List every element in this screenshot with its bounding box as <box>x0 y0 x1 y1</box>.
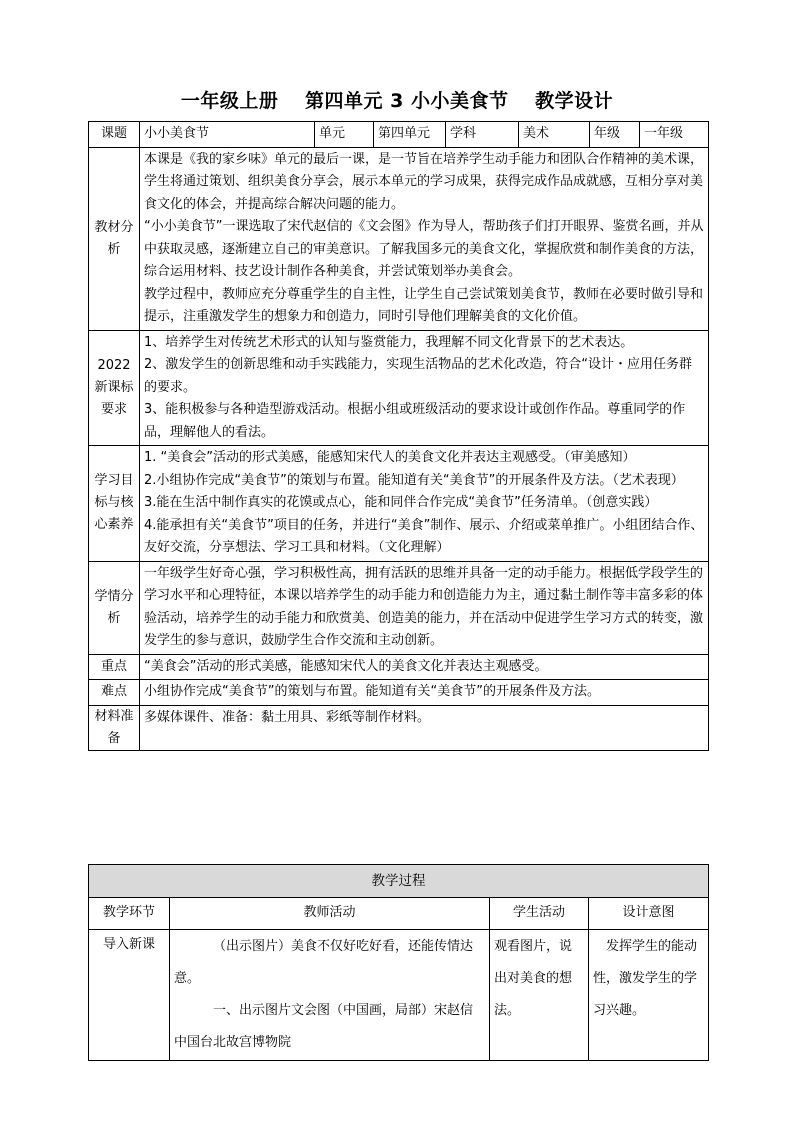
curriculum-p1: 1、培养学生对传统艺术形式的认知与鉴赏能力，我理解不同文化背景下的艺术表达。 <box>144 334 634 350</box>
material-analysis-p2: “小小美食节”一课选取了宋代赵信的《文会图》作为导人，帮助孩子们打开眼界、鉴赏名画，并从中获取灵感，逐渐建立自己的审美意识。了解我国多元的美食文化，掌握欣赏和制作美食的方法，综合运用材料、技艺设计制作各种美食，并尝试策划举办美食会。 <box>144 219 704 279</box>
material-analysis-content <box>140 147 709 330</box>
row1-intent: 发挥学生的能动性，激发学生的学习兴趣。 <box>589 930 709 1061</box>
objectives-p4: 4.能承担有关“美食节”项目的任务，并进行“美食”制作、展示、介绍或菜单推广。小组团结合作、友好交流，分享想法、学习工具和材料。（文化理解） <box>144 517 704 555</box>
key-point-text: “美食会”活动的形式美感，能感知宋代人的美食文化并表达主观感受。 <box>140 654 709 680</box>
teaching-process-table <box>88 864 709 1061</box>
topic-label: 课题 <box>89 122 140 148</box>
page-title: 一年级上册 第四单元 3 小小美食节 教学设计 <box>180 90 614 112</box>
subject-value: 美术 <box>519 122 590 148</box>
col-student: 学生活动 <box>490 898 589 930</box>
key-point-label: 重点 <box>89 654 140 680</box>
curriculum-content <box>140 330 709 446</box>
curriculum-p3: 3、能积极参与各种造型游戏活动。根据小组或班级活动的要求设计或创作作品。尊重同学的作品，理解他人的看法。 <box>144 402 686 440</box>
students-label: 学情分析 <box>89 561 140 654</box>
key-point-row <box>89 654 709 680</box>
objectives-row <box>89 446 709 562</box>
row1-teacher-p2: 一、出示图片文会图（中国画，局部）宋赵信中国台北故宫博物院 <box>174 1003 474 1050</box>
row1-stage: 导入新课 <box>89 930 170 1061</box>
difficulty-text: 小组协作完成“美食节”的策划与布置。能知道有关“美食节”的开展条件及方法。 <box>140 680 709 706</box>
material-analysis-p1: 本课是《我的家乡味》单元的最后一课，是一节旨在培养学生动手能力和团队合作精神的美术课，学生将通过策划、组织美食分享会，展示本单元的学习成果，获得完成作品成就感，互相分享对美食文化的体会，并提高综合解决问题的能力。 <box>144 151 704 212</box>
header-row <box>89 122 709 148</box>
unit-value: 第四单元 <box>374 122 446 148</box>
process-title-row <box>89 865 709 898</box>
subject-label: 学科 <box>446 122 519 148</box>
col-teacher: 教师活动 <box>170 898 490 930</box>
students-row <box>89 561 709 654</box>
materials-row <box>89 705 709 750</box>
objectives-p3: 3.能在生活中制作真实的花馍或点心，能和同伴合作完成“美食节”任务清单。（创意实践） <box>144 495 658 510</box>
topic-value: 小小美食节 <box>140 122 315 148</box>
row1-teacher-p1: （出示图片）美食不仅好吃好看，还能传情达意。 <box>174 939 474 986</box>
col-stage: 教学环节 <box>89 898 170 930</box>
col-intent: 设计意图 <box>589 898 709 930</box>
process-row <box>89 930 709 1061</box>
grade-value: 一年级 <box>640 122 709 148</box>
unit-label: 单元 <box>315 122 374 148</box>
row1-student: 观看图片，说出对美食的想法。 <box>490 930 589 1061</box>
curriculum-label: 2022新课标要求 <box>89 330 140 446</box>
process-title: 教学过程 <box>89 865 709 898</box>
materials-label: 材料准备 <box>89 705 140 750</box>
curriculum-row <box>89 330 709 446</box>
material-analysis-p3: 教学过程中，教师应充分尊重学生的自主性，让学生自己尝试策划美食节，教师在必要时做引导和提示，注重激发学生的想象力和创造力，同时引导他们理解美食的文化价值。 <box>144 286 704 324</box>
grade-label: 年级 <box>590 122 640 148</box>
lesson-info-table <box>88 121 709 751</box>
row1-teacher <box>170 930 490 1061</box>
students-p1: 一年级学生好奇心强，学习积极性高，拥有活跃的思维并具备一定的动手能力。根据低学段学生的学习水平和心理特征，本课以培养学生的动手能力和创造能力为主，通过黏土制作等丰富多彩的体验活动，培养学生的动手能力和欣赏美、创造美的能力，并在活动中促进学生学习方式的转变，激发学生的参与意识，鼓励学生合作交流和主动创新。 <box>144 565 704 648</box>
objectives-label: 学习目标与核心素养 <box>89 446 140 562</box>
materials-text: 多媒体课件、准备：黏土用具、彩纸等制作材料。 <box>140 705 709 750</box>
material-analysis-label: 教材分析 <box>89 147 140 330</box>
objectives-content <box>140 446 709 562</box>
difficulty-row <box>89 680 709 706</box>
difficulty-label: 难点 <box>89 680 140 706</box>
objectives-p1: 1. “美食会”活动的形式美感，能感知宋代人的美食文化并表达主观感受。（审美感知） <box>144 450 636 465</box>
students-content <box>140 561 709 654</box>
material-analysis-row <box>89 147 709 330</box>
process-header-row <box>89 898 709 930</box>
objectives-p2: 2.小组协作完成“美食节”的策划与布置。能知道有关“美食节”的开展条件及方法。（艺术表现） <box>144 472 684 488</box>
curriculum-p2: 2、激发学生的创新思维和动手实践能力，实现生活物品的艺术化改造，符合“设计・应用任务群的要求。 <box>144 357 693 395</box>
